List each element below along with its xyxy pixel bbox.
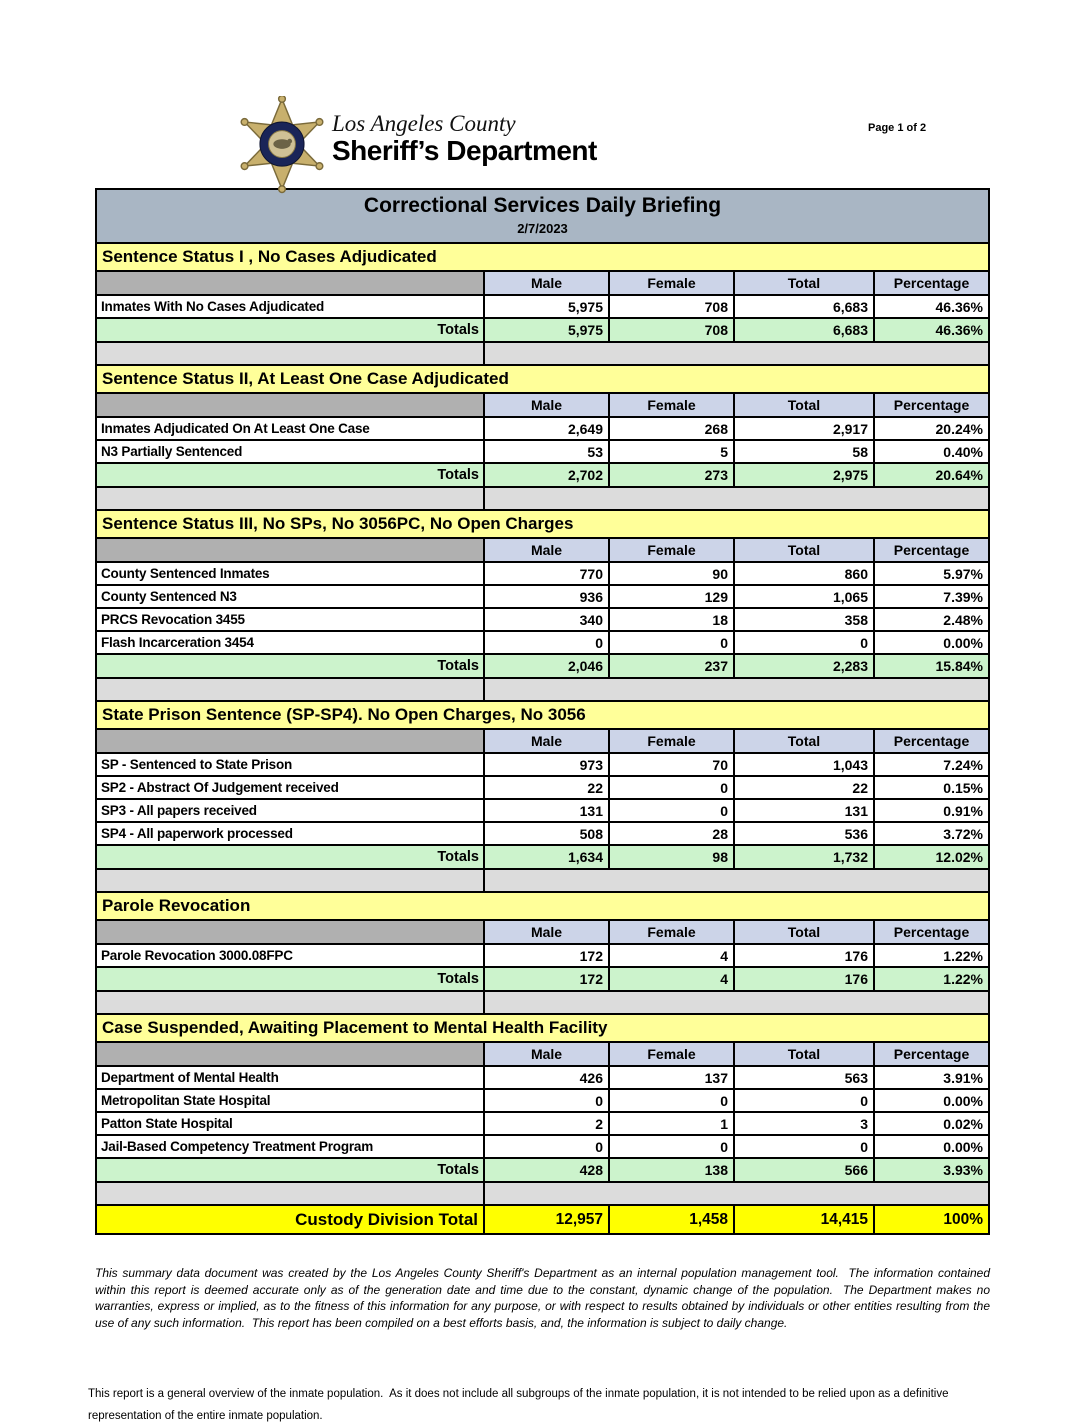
value-cell: 1.22%: [943, 947, 983, 964]
totals-value: 5,975: [485, 319, 610, 341]
logo-text: [332, 112, 597, 166]
value-cell: 3.91%: [943, 1069, 983, 1086]
value-cell: 358: [735, 609, 875, 630]
value-cell: 0: [610, 800, 735, 821]
spacer-cell: [485, 679, 988, 700]
totals-row: [97, 1159, 988, 1183]
row-label: Parole Revocation 3000.08FPC: [97, 945, 485, 966]
totals-value: 1,732: [735, 846, 875, 868]
value-cell: 172: [485, 945, 610, 966]
totals-value: 176: [735, 968, 875, 990]
section-title: State Prison Sentence (SP-SP4). No Open Charges, No 3056: [97, 702, 988, 730]
value-cell: 936: [485, 586, 610, 607]
value-cell: 0.00%: [943, 1138, 983, 1155]
column-header-spacer: [97, 1043, 485, 1065]
footnote-text: This report is a general overview of the inmate population. As it does not include all subgroups of the inmate population, it is not intended to be relied upon as a definitive representation of the entire inmate population.: [88, 1388, 952, 1422]
totals-value: 1.22%: [875, 968, 988, 990]
column-header-total: Total: [735, 394, 875, 416]
column-header-male: Male: [485, 272, 610, 294]
grand-total-value: 100%: [875, 1206, 988, 1233]
column-header-row: [97, 394, 988, 418]
totals-row: [97, 655, 988, 679]
totals-row: [97, 968, 988, 992]
table-row: [97, 1113, 988, 1136]
totals-value: 46.36%: [875, 319, 988, 341]
totals-row: [97, 846, 988, 870]
row-label: Department of Mental Health: [97, 1067, 485, 1088]
row-label: County Sentenced N3: [97, 586, 485, 607]
column-header-percentage: Percentage: [875, 730, 988, 752]
column-header-spacer: [97, 730, 485, 752]
value-cell: 137: [610, 1067, 735, 1088]
spacer-cell: [97, 870, 485, 891]
row-label: Inmates Adjudicated On At Least One Case: [97, 418, 485, 439]
document-title: Correctional Services Daily Briefing: [363, 194, 722, 217]
value-cell: 20.24%: [935, 420, 983, 437]
spacer-row: [97, 488, 988, 511]
value-cell: 28: [610, 823, 735, 844]
column-header-male: Male: [485, 730, 610, 752]
value-cell: 563: [735, 1067, 875, 1088]
totals-value: 20.64%: [875, 464, 988, 486]
column-header-female: Female: [610, 1043, 735, 1065]
column-header-row: [97, 921, 988, 945]
custody-division-total-label: Custody Division Total: [97, 1206, 485, 1233]
section-title: Parole Revocation: [97, 893, 988, 921]
totals-label: Totals: [97, 319, 485, 341]
column-header-spacer: [97, 394, 485, 416]
value-cell: 0.91%: [943, 802, 983, 819]
totals-value: 4: [610, 968, 735, 990]
value-cell: 770: [485, 563, 610, 584]
row-label: County Sentenced Inmates: [97, 563, 485, 584]
row-label: SP3 - All papers received: [97, 800, 485, 821]
value-cell: 0: [610, 1136, 735, 1157]
column-header-male: Male: [485, 921, 610, 943]
column-header-percentage: Percentage: [875, 272, 988, 294]
column-header-percentage: Percentage: [875, 539, 988, 561]
table-row: [97, 754, 988, 777]
value-cell: 973: [485, 754, 610, 775]
column-header-female: Female: [610, 394, 735, 416]
column-header-percentage: Percentage: [875, 921, 988, 943]
column-header-row: [97, 272, 988, 296]
totals-value: 2,975: [735, 464, 875, 486]
spacer-cell: [97, 343, 485, 364]
totals-row: [97, 319, 988, 343]
row-label: Patton State Hospital: [97, 1113, 485, 1134]
value-cell: 5: [610, 441, 735, 462]
column-header-row: [97, 730, 988, 754]
spacer-cell: [485, 992, 988, 1013]
spacer-cell: [485, 343, 988, 364]
value-cell: 0: [610, 1090, 735, 1111]
value-cell: 708: [610, 296, 735, 317]
column-header-percentage: Percentage: [875, 1043, 988, 1065]
totals-value: 6,683: [735, 319, 875, 341]
column-header-row: [97, 1043, 988, 1067]
value-cell: 7.39%: [943, 588, 983, 605]
section-title: Sentence Status II, At Least One Case Adjudicated: [97, 366, 988, 394]
totals-value: 1,634: [485, 846, 610, 868]
row-label: Metropolitan State Hospital: [97, 1090, 485, 1111]
totals-label: Totals: [97, 846, 485, 868]
totals-value: 428: [485, 1159, 610, 1181]
totals-value: 15.84%: [875, 655, 988, 677]
totals-value: 566: [735, 1159, 875, 1181]
totals-label: Totals: [97, 464, 485, 486]
custody-division-total-row: [97, 1206, 988, 1233]
totals-label: Totals: [97, 968, 485, 990]
value-cell: 0.00%: [943, 634, 983, 651]
totals-value: 98: [610, 846, 735, 868]
logo-department: Sheriff’s Department: [332, 135, 597, 167]
value-cell: 131: [735, 800, 875, 821]
totals-value: 138: [610, 1159, 735, 1181]
spacer-cell: [97, 1183, 485, 1204]
disclaimer-text: This summary data document was created by the Los Angeles County Sheriff's Department as an internal population management tool. The information contained within this report is deemed accurate only as of the generation date and time due to the constant, dynamic change of the population. The Department makes no warranties, express or implied, as to the fitness of this information for any purpose, or with respect to results obtained by individuals or other entities resulting from the use of any such information. This report has been compiled on a best efforts basis, and, the information is subject to daily change.: [95, 1266, 994, 1330]
row-label: Jail-Based Competency Treatment Program: [97, 1136, 485, 1157]
table-row: [97, 800, 988, 823]
value-cell: 1: [610, 1113, 735, 1134]
value-cell: 0: [485, 1136, 610, 1157]
spacer-cell: [97, 488, 485, 509]
spacer-cell: [97, 679, 485, 700]
value-cell: 340: [485, 609, 610, 630]
value-cell: 53: [485, 441, 610, 462]
column-header-spacer: [97, 921, 485, 943]
column-header-row: [97, 539, 988, 563]
value-cell: 0: [735, 1136, 875, 1157]
spacer-row: [97, 992, 988, 1015]
value-cell: 2.48%: [943, 611, 983, 628]
column-header-female: Female: [610, 921, 735, 943]
value-cell: 70: [610, 754, 735, 775]
totals-row: [97, 464, 988, 488]
table-row: [97, 586, 988, 609]
table-row: [97, 1136, 988, 1159]
value-cell: 1,065: [735, 586, 875, 607]
row-label: SP2 - Abstract Of Judgement received: [97, 777, 485, 798]
value-cell: 0.00%: [943, 1092, 983, 1109]
value-cell: 2,917: [735, 418, 875, 439]
value-cell: 22: [735, 777, 875, 798]
totals-label: Totals: [97, 1159, 485, 1181]
column-header-female: Female: [610, 539, 735, 561]
title-banner: [97, 190, 988, 244]
value-cell: 2: [485, 1113, 610, 1134]
value-cell: 0: [735, 1090, 875, 1111]
table-row: [97, 609, 988, 632]
column-header-spacer: [97, 272, 485, 294]
row-label: PRCS Revocation 3455: [97, 609, 485, 630]
row-label: SP - Sentenced to State Prison: [97, 754, 485, 775]
value-cell: 176: [735, 945, 875, 966]
column-header-male: Male: [485, 539, 610, 561]
value-cell: 90: [610, 563, 735, 584]
totals-value: 708: [610, 319, 735, 341]
value-cell: 426: [485, 1067, 610, 1088]
totals-value: 273: [610, 464, 735, 486]
table-row: [97, 418, 988, 441]
value-cell: 3.72%: [943, 825, 983, 842]
grand-total-value: 14,415: [735, 1206, 875, 1233]
value-cell: 6,683: [735, 296, 875, 317]
value-cell: 46.36%: [935, 298, 983, 315]
spacer-row: [97, 343, 988, 366]
table-row: [97, 1090, 988, 1113]
column-header-total: Total: [735, 730, 875, 752]
value-cell: 7.24%: [943, 756, 983, 773]
spacer-row: [97, 870, 988, 893]
value-cell: 0.15%: [943, 779, 983, 796]
row-label: SP4 - All paperwork processed: [97, 823, 485, 844]
table-row: [97, 945, 988, 968]
column-header-percentage: Percentage: [875, 394, 988, 416]
column-header-male: Male: [485, 394, 610, 416]
totals-value: 172: [485, 968, 610, 990]
value-cell: 0: [485, 632, 610, 653]
value-cell: 131: [485, 800, 610, 821]
totals-value: 3.93%: [875, 1159, 988, 1181]
column-header-total: Total: [735, 539, 875, 561]
spacer-cell: [485, 1183, 988, 1204]
grand-total-value: 12,957: [485, 1206, 610, 1233]
value-cell: 536: [735, 823, 875, 844]
row-label: Flash Incarceration 3454: [97, 632, 485, 653]
spacer-cell: [485, 488, 988, 509]
value-cell: 5.97%: [943, 565, 983, 582]
row-label: Inmates With No Cases Adjudicated: [97, 296, 485, 317]
value-cell: 508: [485, 823, 610, 844]
column-header-female: Female: [610, 272, 735, 294]
value-cell: 0.40%: [943, 443, 983, 460]
table-row: [97, 1067, 988, 1090]
value-cell: 2,649: [485, 418, 610, 439]
value-cell: 22: [485, 777, 610, 798]
page-number-label: Page 1 of 2: [868, 122, 927, 134]
value-cell: 18: [610, 609, 735, 630]
section-title: Sentence Status III, No SPs, No 3056PC, No Open Charges: [97, 511, 988, 539]
value-cell: 0: [610, 632, 735, 653]
value-cell: 1,043: [735, 754, 875, 775]
value-cell: 0: [485, 1090, 610, 1111]
briefing-table: [95, 188, 990, 1235]
column-header-spacer: [97, 539, 485, 561]
totals-value: 2,046: [485, 655, 610, 677]
grand-total-value: 1,458: [610, 1206, 735, 1233]
logo-county: Los Angeles County: [332, 111, 516, 136]
value-cell: 268: [610, 418, 735, 439]
value-cell: 860: [735, 563, 875, 584]
value-cell: 4: [610, 945, 735, 966]
table-row: [97, 777, 988, 800]
table-row: [97, 823, 988, 846]
value-cell: 5,975: [485, 296, 610, 317]
spacer-cell: [485, 870, 988, 891]
table-row: [97, 563, 988, 586]
value-cell: 3: [735, 1113, 875, 1134]
value-cell: 58: [735, 441, 875, 462]
table-row: [97, 296, 988, 319]
row-label: N3 Partially Sentenced: [97, 441, 485, 462]
section-title: Case Suspended, Awaiting Placement to Mental Health Facility: [97, 1015, 988, 1043]
column-header-female: Female: [610, 730, 735, 752]
value-cell: 129: [610, 586, 735, 607]
totals-value: 12.02%: [875, 846, 988, 868]
spacer-row: [97, 679, 988, 702]
value-cell: 0: [735, 632, 875, 653]
section-title: Sentence Status I , No Cases Adjudicated: [97, 244, 988, 272]
document-date: 2/7/2023: [517, 221, 568, 236]
spacer-cell: [97, 992, 485, 1013]
table-row: [97, 441, 988, 464]
totals-label: Totals: [97, 655, 485, 677]
totals-value: 237: [610, 655, 735, 677]
column-header-male: Male: [485, 1043, 610, 1065]
column-header-total: Total: [735, 921, 875, 943]
spacer-row: [97, 1183, 988, 1206]
table-row: [97, 632, 988, 655]
totals-value: 2,283: [735, 655, 875, 677]
totals-value: 2,702: [485, 464, 610, 486]
value-cell: 0: [610, 777, 735, 798]
page-header: [0, 0, 1088, 188]
sheriff-star-badge-icon: [234, 96, 330, 199]
column-header-total: Total: [735, 1043, 875, 1065]
value-cell: 0.02%: [943, 1115, 983, 1132]
column-header-total: Total: [735, 272, 875, 294]
